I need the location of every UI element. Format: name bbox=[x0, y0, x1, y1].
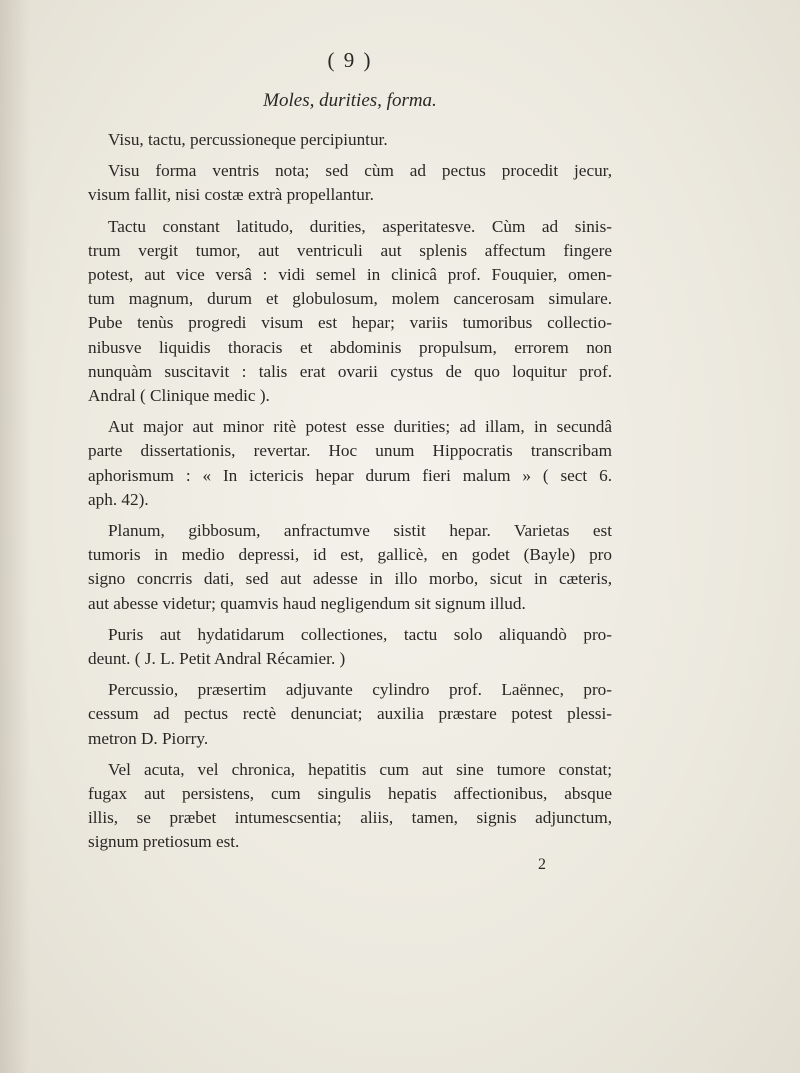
paragraph bbox=[88, 519, 612, 616]
paragraph bbox=[88, 415, 612, 512]
text-line: trum vergit tumor, aut ventriculi aut splenis affectum fingere bbox=[88, 240, 612, 260]
text-line: visum fallit, nisi costæ extrà propellantur. bbox=[88, 185, 374, 205]
paragraph bbox=[88, 159, 612, 207]
text-line: aphorismum : « In ictericis hepar durum fieri malum » ( sect 6. bbox=[88, 465, 612, 485]
text-line: Visu, tactu, percussioneque percipiuntur. bbox=[108, 130, 388, 149]
text-line: Aut major aut minor ritè potest esse durities; ad illam, in secundâ bbox=[108, 417, 612, 437]
binding-gutter-shadow bbox=[0, 0, 30, 1073]
text-line: Pube tenùs progredi visum est hepar; variis tumoribus collectio- bbox=[88, 313, 612, 333]
text-line: aph. 42). bbox=[88, 489, 149, 509]
paragraph bbox=[88, 758, 612, 855]
paragraph bbox=[88, 128, 612, 152]
text-line: Percussio, præsertim adjuvante cylindro prof. Laënnec, pro- bbox=[108, 680, 612, 700]
text-line: Andral ( Clinique medic ). bbox=[88, 386, 270, 406]
body-text bbox=[88, 128, 612, 862]
page-number: ( 9 ) bbox=[327, 48, 373, 72]
text-line: deunt. ( J. L. Petit Andral Récamier. ) bbox=[88, 649, 346, 669]
text-line: Tactu constant latitudo, durities, asperitatesve. Cùm ad sinis- bbox=[108, 216, 612, 236]
text-line: Planum, gibbosum, anfractumve sistit hepar. Varietas est bbox=[108, 521, 612, 541]
text-line: nibusve liquidis thoracis et abdominis propulsum, errorem non bbox=[88, 337, 612, 357]
text-line: Visu forma ventris nota; sed cùm ad pectus procedit jecur, bbox=[108, 161, 612, 181]
text-line: potest, aut vice versâ : vidi semel in clinicâ prof. Fouquier, omen- bbox=[88, 265, 612, 285]
paragraph bbox=[88, 678, 612, 751]
text-line: cessum ad pectus rectè denunciat; auxilia præstare potest plessi- bbox=[88, 704, 612, 724]
text-line: nunquàm suscitavit : talis erat ovarii cystus de quo loquitur prof. bbox=[88, 361, 612, 381]
paragraph bbox=[88, 623, 612, 671]
text-line: tum magnum, durum et globulosum, molem cancerosam simulare. bbox=[88, 289, 612, 309]
text-line: Vel acuta, vel chronica, hepatitis cum aut sine tumore constat; bbox=[108, 759, 612, 779]
text-line: metron D. Piorry. bbox=[88, 728, 209, 748]
text-line: aut abesse videtur; quamvis haud negligendum sit signum illud. bbox=[88, 593, 526, 613]
text-line: parte dissertationis, revertar. Hoc unum Hippocratis transcribam bbox=[88, 441, 612, 461]
section-title: Moles, durities, forma. bbox=[263, 90, 437, 111]
text-line: fugax aut persistens, cum singulis hepatis affectionibus, absque bbox=[88, 784, 612, 804]
paragraph bbox=[88, 215, 612, 409]
text-line: illis, se præbet intumescsentia; aliis, tamen, signis adjunctum, bbox=[88, 808, 612, 828]
signature-mark: 2 bbox=[538, 856, 546, 873]
text-line: tumoris in medio depressi, id est, gallicè, en godet (Bayle) pro bbox=[88, 545, 612, 565]
text-line: signo concrris dati, sed aut adesse in illo morbo, sicut in cæteris, bbox=[88, 569, 612, 589]
text-line: Puris aut hydatidarum collectiones, tactu solo aliquandò pro- bbox=[108, 624, 612, 644]
text-line: signum pretiosum est. bbox=[88, 832, 240, 852]
